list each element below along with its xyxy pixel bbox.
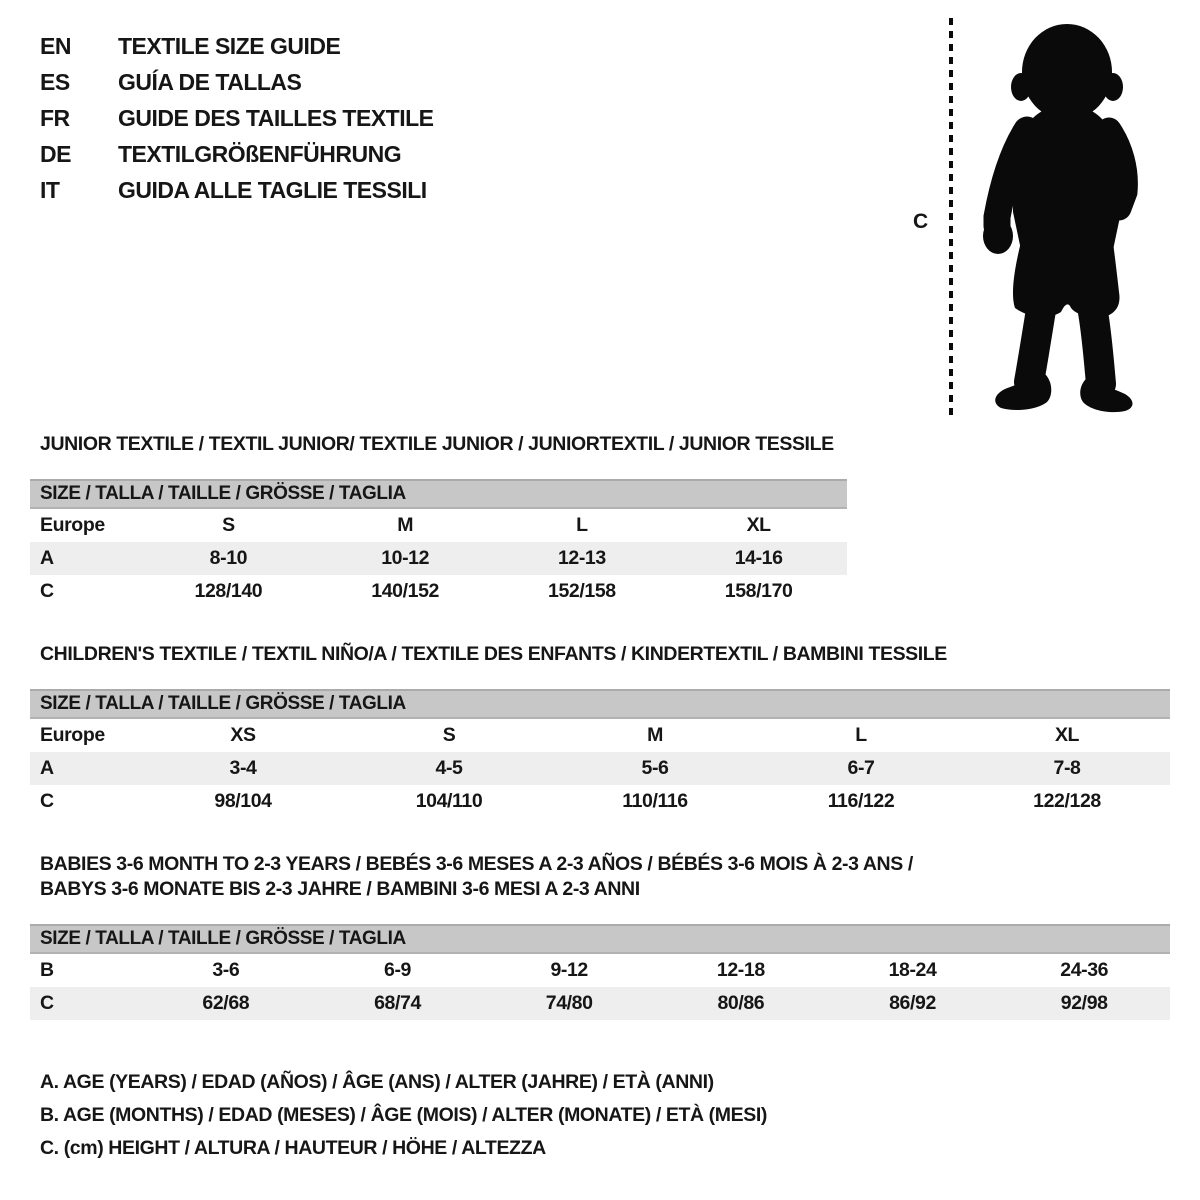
size-table-body	[30, 719, 1170, 818]
language-label: TEXTILGRÖßENFÜHRUNG	[118, 141, 402, 167]
table-row	[30, 542, 847, 575]
language-code: IT	[40, 177, 60, 203]
size-cell: 9-12	[550, 959, 588, 981]
size-cell: 80/86	[717, 992, 765, 1014]
size-cell: 6-9	[384, 959, 411, 981]
size-table	[30, 924, 1170, 1020]
size-cell: 74/80	[545, 992, 593, 1014]
row-label: A	[40, 547, 54, 569]
language-label: GUÍA DE TALLAS	[118, 69, 302, 95]
size-cell: M	[647, 724, 663, 746]
size-table-body	[30, 509, 847, 608]
row-label: C	[40, 580, 54, 602]
section-title	[40, 432, 1170, 457]
row-label: B	[40, 959, 54, 981]
language-code: EN	[40, 33, 71, 59]
size-cell: XL	[1054, 724, 1080, 746]
size-cell: 68/74	[374, 992, 421, 1014]
row-label: C	[40, 790, 54, 812]
size-section-babies	[30, 852, 1170, 1020]
size-cell: 10-12	[381, 547, 430, 569]
size-cell: 116/122	[827, 790, 895, 812]
size-cell: 14-16	[734, 547, 783, 569]
size-table	[30, 479, 847, 608]
language-row	[40, 136, 434, 172]
size-cell: 158/170	[724, 580, 793, 602]
language-code: ES	[40, 69, 70, 95]
section-title-line: BABIES 3-6 MONTH TO 2-3 YEARS / BEBÉS 3-6 MESES A 2-3 AÑOS / BÉBÉS 3-6 MOIS À 2-3 ANS /	[40, 853, 913, 875]
size-cell: 4-5	[435, 757, 463, 779]
section-title	[40, 642, 1170, 667]
language-label: GUIDA ALLE TAGLIE TESSILI	[118, 177, 427, 203]
table-row	[30, 752, 1170, 785]
size-section-children	[30, 642, 1170, 818]
size-cell: 98/104	[214, 790, 272, 812]
size-table-body	[30, 954, 1170, 1020]
size-cell: 104/110	[415, 790, 483, 812]
table-row	[30, 785, 1170, 818]
table-row	[30, 954, 1170, 987]
size-cell: S	[222, 514, 235, 536]
size-cell: L	[855, 724, 867, 746]
height-measure-label: C	[913, 210, 929, 233]
size-cell: 122/128	[1033, 790, 1101, 812]
section-title-line: BABYS 3-6 MONATE BIS 2-3 JAHRE / BAMBINI 3-6 MESI A 2-3 ANNI	[40, 878, 640, 900]
size-cell: 5-6	[641, 757, 669, 779]
size-cell: M	[397, 514, 414, 536]
toddler-silhouette-icon	[967, 12, 1167, 422]
size-cell: 62/68	[202, 992, 250, 1014]
size-table-header: SIZE / TALLA / TAILLE / GRÖSSE / TAGLIA	[30, 689, 1170, 719]
size-table-header: SIZE / TALLA / TAILLE / GRÖSSE / TAGLIA	[30, 479, 847, 509]
language-row	[40, 172, 434, 208]
size-cell: 6-7	[847, 757, 875, 779]
size-cell: 3-6	[212, 959, 240, 981]
size-cell: 24-36	[1060, 959, 1109, 981]
legend-line: B. AGE (MONTHS) / EDAD (MESES) / ÂGE (MOIS) / ALTER (MONATE) / ETÀ (MESI)	[40, 1104, 767, 1126]
row-label: C	[40, 992, 54, 1014]
section-title-line: CHILDREN'S TEXTILE / TEXTIL NIÑO/A / TEXTILE DES ENFANTS / KINDERTEXTIL / BAMBINI TESSILE	[40, 643, 947, 665]
size-cell: 18-24	[888, 959, 937, 981]
size-cell: XS	[230, 724, 256, 746]
language-code: DE	[40, 141, 71, 167]
language-label: TEXTILE SIZE GUIDE	[118, 33, 341, 59]
size-cell: 12-13	[557, 547, 606, 569]
language-code: FR	[40, 105, 70, 131]
size-cell: 110/116	[622, 790, 688, 812]
size-section-junior	[30, 432, 1170, 608]
size-cell: 12-18	[716, 959, 765, 981]
legend-line: C. (cm) HEIGHT / ALTURA / HAUTEUR / HÖHE / ALTEZZA	[40, 1137, 546, 1159]
height-measure-line	[949, 18, 953, 418]
table-row	[30, 719, 1170, 752]
section-title-line: JUNIOR TEXTILE / TEXTIL JUNIOR/ TEXTILE JUNIOR / JUNIORTEXTIL / JUNIOR TESSILE	[40, 433, 834, 455]
table-row	[30, 509, 847, 542]
row-label: A	[40, 757, 54, 779]
size-cell: 86/92	[889, 992, 936, 1014]
language-row	[40, 64, 434, 100]
size-cell: 128/140	[194, 580, 263, 602]
row-label: Europe	[40, 724, 105, 746]
measurement-figure	[905, 12, 1185, 424]
size-cell: XL	[746, 514, 771, 536]
size-cell: 152/158	[548, 580, 616, 602]
size-cell: 8-10	[209, 547, 248, 569]
size-cell: 92/98	[1060, 992, 1108, 1014]
language-label: GUIDE DES TAILLES TEXTILE	[118, 105, 434, 131]
size-cell: 3-4	[229, 757, 257, 779]
language-row	[40, 100, 434, 136]
measure-legend	[40, 1066, 1170, 1165]
size-tables-area	[30, 432, 1170, 1165]
legend-line: A. AGE (YEARS) / EDAD (AÑOS) / ÂGE (ANS) / ALTER (JAHRE) / ETÀ (ANNI)	[40, 1071, 714, 1093]
table-row	[30, 987, 1170, 1020]
size-cell: L	[576, 514, 588, 536]
size-table	[30, 689, 1170, 818]
language-title-list	[40, 28, 434, 208]
size-cell: 7-8	[1053, 757, 1081, 779]
size-cell: 140/152	[371, 580, 439, 602]
language-row	[40, 28, 434, 64]
section-title	[40, 852, 1170, 902]
size-table-header: SIZE / TALLA / TAILLE / GRÖSSE / TAGLIA	[30, 924, 1170, 954]
row-label: Europe	[40, 514, 105, 536]
table-row	[30, 575, 847, 608]
size-cell: S	[442, 724, 456, 746]
